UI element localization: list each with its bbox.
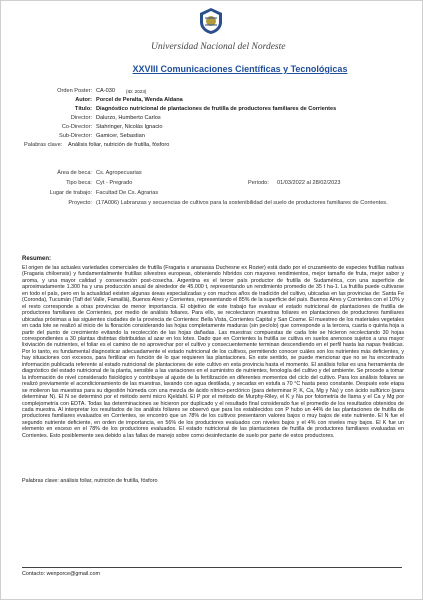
orden-poster-label: Orden Poster:: [57, 88, 92, 94]
resumen-text: El origen de las actuales variedades comerciales de frutilla (Fragaria x ananassa Duchesne ex Rozier) está dado por el cruzamiento de especies frutillas nativas (Fragaria chiloensis) y fundamentalmente frutillas silvestres europeas, obteniendo híbridos con mayores rendimientos, mejor tamaño de fruta, mejor sabor y aroma, y una mayor calidad y conservación post-cosecha. Argentina es el tercer país productor de frutilla de Sudamérica, con una superficie de aproximadamente 1.300 ha y una producción anual de alrededor de 45.000 t, representando un rendimiento promedio de 35 t ha-1. La frutilla puede cultivarse en todo el país, pero en la actualidad existen algunas áreas especializadas y con muchos años de tradición del cultivo, ubicadas en las provincias de: Santa Fe (Coronda), Tucumán (Tafí del Valle, Famaillá), Buenos Aires y Corrientes, representando el 85% de la superficie del país. Buenos Aires y Corrientes con el 10% y el resto corresponde a otras provincias de menor importancia. El objetivo de este trabajo fue evaluar el estado nutricional de plantaciones de frutilla de productores familiares de Corrientes, por medio de análisis foliares. Para ello, se recolectaron muestras foliares en plantaciones de productores familiares ubicadas próximas a las siguientes ciudades de la provincia de Corrientes: Bella Vista, Corrientes Capital y San Cosme. El muestreo de los materiales vegetales en cada lote se realizó al inicio de la floración considerando las hojas completamente maduras (sin pecíolo) que corresponde a la tercera, cuarta o quinta hoja a partir del punto de crecimiento evitando la recolección de las hojas dañadas. Las muestras compuestas de cada lote se hicieron recolectando 30 hojas correspondientes a 30 plantas distintas distribuidas al azar en los lotes. Dado que en Corrientes la frutilla se cultiva en suelos arenosos sujetos a una mayor lixiviación de nutrientes, el foliar es el camino de no aprovechar por el cultivo y consecuentemente terminan descendiendo en el perfil hasta las napas freáticas. Por lo tanto, es fundamental diagnosticar adecuadamente el estado nutricional de los cultivos, permitiendo conocer cuáles son los nutrientes más deficientes, y hay situaciones con excesos, para fertilizar en función de lo que requieren las plantaciones. En este sentido, se puede mencionar que no se ha encontrado información publicada referente al estado nutricional de plantaciones de este cultivo en esta provincia hasta el momento. El análisis foliar es una herramienta de diagnóstico del estado nutricional de la planta, sensible a las variaciones en el suministro de nutrientes, fenología del cultivo y del ambiente. Se procede a tomar la información de nivel considerado fisiológico y contribuye al ajuste de la fertilización en diferentes momentos del ciclo del cultivo. Para los análisis foliares se realizó previamente el acondicionamiento de las muestras, lavando con agua destilada, y secadas en estufa a 70 °C hasta peso constante. Después este etapa se molieron las muestras para su digestión húmeda con una mezcla de ácido nítrico-perclórico (para determinar P, K, Ca, Mg y Na) y con ácido sulfúrico (para determinar N). El N se determinó por el método semi micro Kjeldahl. El P por el método de Murphy-Riley, el K y Na por fotometría de llama y el Ca y Mg por complejometría con EDTA. Todas las determinaciones se hicieron por duplicado y el resultado final considerado fue el promedio de los resultados obtenidos de cada muestra. Al interpretar los resultados de los análisis foliares se observó que para los establecidos con P hubo un 44% de las plantaciones de frutilla de productores familiares evaluados en Corrientes, se encontró que un 78% de los cultivos presentaron valores bajos o muy bajos de este nutriente. El N fue el segundo nutriente deficiente, en orden de importancia, en 56% de los productores evaluados con niveles bajos y el 4% con niveles muy bajos. El K fue un elemento en exceso en el 78% de los productores evaluados. El estado nutricional de las plantaciones de frutilla de productores familiares evaluadas en Corrientes. Esto posiblemente sea debido a las fallas de manejo sobre como desinfectante de suelo por parte de estos productores.: [22, 265, 404, 439]
event-title: XXVIII Comunicaciones Científicas y Tecnológicas: [132, 64, 348, 74]
resumen-label: Resumen:: [22, 256, 52, 262]
tipo-beca-value: Cyt - Pregrado: [96, 180, 133, 186]
university-name: Universidad Nacional del Nordeste: [151, 42, 286, 52]
lugar-value: Facultad De Cs. Agrarias: [96, 190, 159, 196]
area-value: Cs. Agropecuarias: [96, 170, 142, 176]
sub-director-label: Sub-Director:: [59, 133, 92, 139]
palabras-clave-label: Palabras clave:: [24, 142, 63, 148]
co-director-value: Stahringer, Nicolás Ignacio: [96, 124, 163, 130]
autor-label: Autor:: [75, 97, 92, 103]
titulo-label: Título:: [74, 106, 92, 112]
periodo-label: Periodo:: [248, 180, 269, 186]
orden-poster-year: (ID: 2023): [126, 89, 147, 94]
sub-director-value: Gamicer, Sebastian: [96, 133, 145, 139]
periodo-value: 01/03/2022 al 28/02/2023: [277, 180, 341, 186]
director-value: Dalurzo, Humberto Carlos: [96, 115, 161, 121]
university-logo: [151, 6, 286, 52]
contact-line: [22, 571, 100, 577]
contact-label: Contacto:: [22, 571, 46, 577]
titulo-value: Diagnóstico nutricional de plantaciones de frutilla de productores familiares de Corrientes: [96, 106, 337, 112]
lugar-label: Lugar de trabajo:: [49, 190, 92, 196]
footer-keywords: [22, 478, 157, 484]
orden-poster-code: CA-030: [96, 88, 115, 94]
autor-value: Porcel de Peralta, Wenda Aldana: [96, 97, 183, 103]
footer-keywords-label: Palabras clave:: [22, 478, 59, 484]
footer-keywords-value: análisis foliar, nutrición de frutilla, fósforo: [60, 478, 158, 484]
footer-divider: [22, 567, 402, 568]
proyecto-row: [12, 200, 412, 216]
proyecto-value: (17A006) Labranzas y secuencias de cultivos para la sostenibilidad del suelo de productores familiares de Corrientes.: [96, 200, 388, 206]
palabras-clave-value: Análisis foliar, nutrición de frutilla, fósforo: [68, 142, 170, 148]
tipo-beca-label: Tipo beca:: [66, 180, 92, 186]
contact-email[interactable]: wenporce@gmail.com: [46, 571, 100, 577]
university-crest-icon: [196, 6, 226, 36]
area-label: Área de beca:: [57, 170, 92, 176]
co-director-label: Co-Director:: [61, 124, 92, 130]
proyecto-label: Proyecto:: [68, 200, 92, 206]
director-label: Director:: [70, 115, 92, 121]
